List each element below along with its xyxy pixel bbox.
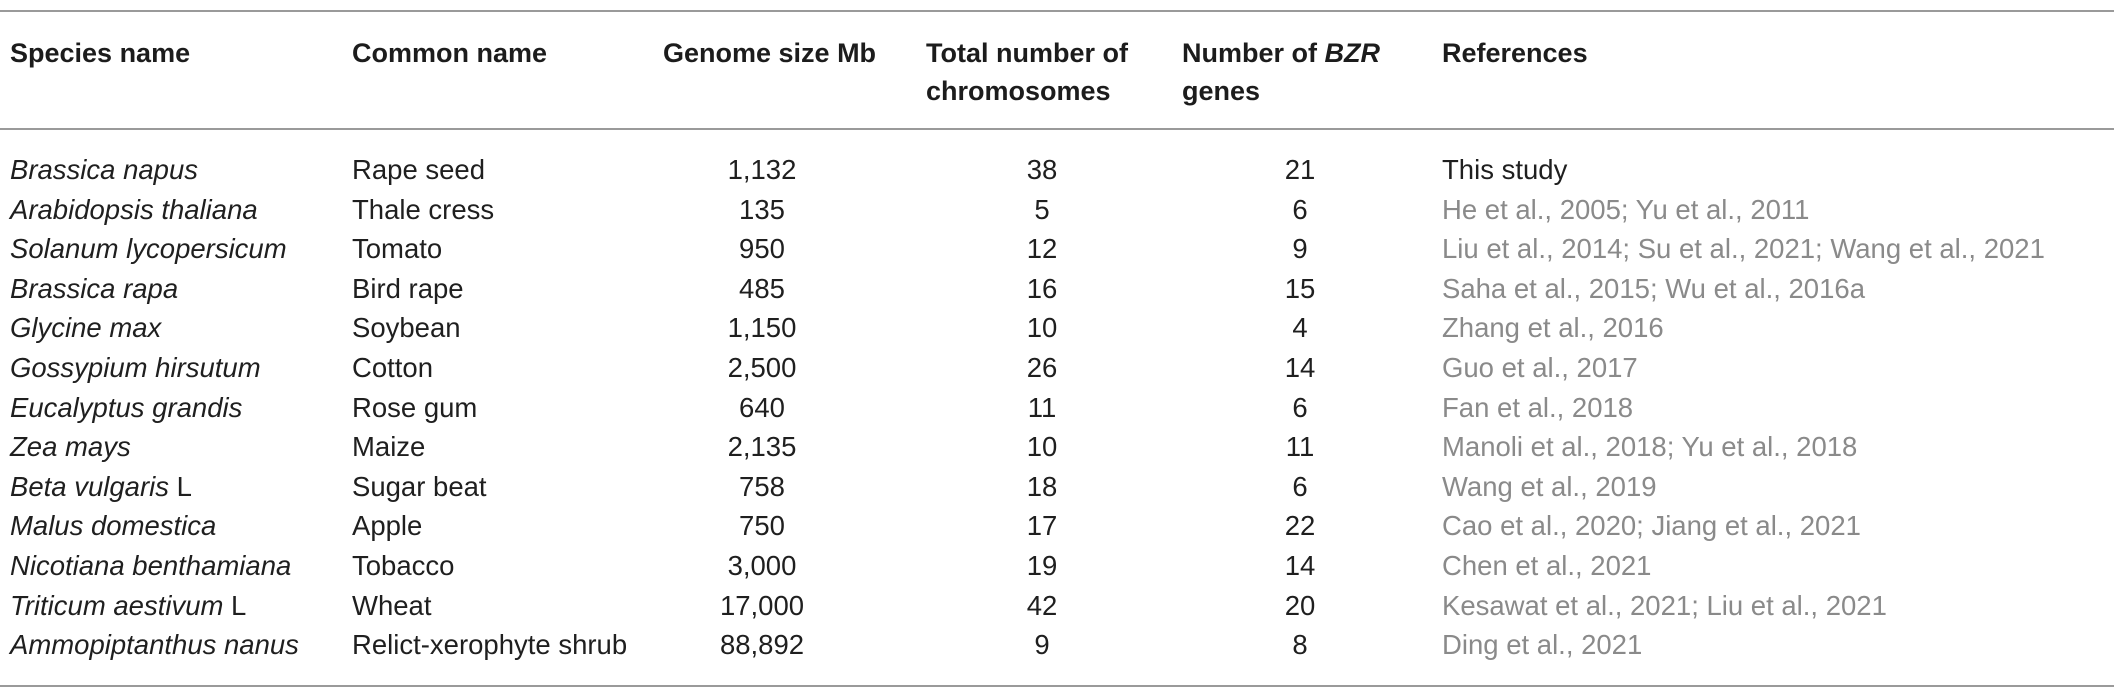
cell-genome-size: 950 <box>739 233 785 265</box>
cell-species-name <box>10 586 246 626</box>
cell-species-name <box>10 467 192 507</box>
cell-common-name: Apple <box>352 510 423 542</box>
cell-common-name: Soybean <box>352 312 461 344</box>
cell-chromosomes: 17 <box>1026 510 1058 542</box>
cell-references: This study <box>1442 154 1568 185</box>
cell-genome-size: 1,150 <box>727 312 797 344</box>
cell-species-name <box>10 308 161 348</box>
species-binomial: Nicotiana benthamiana <box>10 550 292 581</box>
cell-references[interactable]: Cao et al., 2020; Jiang et al., 2021 <box>1442 510 1861 542</box>
cell-species-name <box>10 625 299 665</box>
header-species-name: Species name <box>10 38 191 68</box>
cell-chromosomes: 18 <box>1026 470 1058 502</box>
cell-species-name <box>10 546 291 586</box>
cell-species-name <box>10 427 131 467</box>
cell-genome-size: 3,000 <box>727 550 797 581</box>
cell-genome-size: 758 <box>739 470 785 502</box>
cell-species-name <box>10 348 261 388</box>
cell-references[interactable]: Ding et al., 2021 <box>1442 629 1643 661</box>
cell-bzr-genes: 6 <box>1292 391 1308 423</box>
cell-genome-size: 2,135 <box>727 431 797 463</box>
table-row <box>0 586 2114 626</box>
cell-bzr-genes: 6 <box>1292 193 1308 225</box>
table-row <box>0 269 2114 309</box>
table-row <box>0 190 2114 230</box>
cell-common-name: Maize <box>352 431 426 463</box>
species-binomial: Eucalyptus grandis <box>10 391 243 423</box>
cell-bzr-genes: 22 <box>1284 510 1316 542</box>
species-binomial: Triticum aestivum <box>10 589 224 621</box>
header-common-name: Common name <box>352 38 548 68</box>
cell-chromosomes: 42 <box>1026 589 1058 621</box>
table-row <box>0 427 2114 467</box>
cell-references[interactable]: Manoli et al., 2018; Yu et al., 2018 <box>1442 431 1858 463</box>
cell-references[interactable]: Guo et al., 2017 <box>1442 352 1638 383</box>
cell-species-name <box>10 506 216 546</box>
header-bzr-italic: BZR <box>1324 38 1381 68</box>
table-row <box>0 229 2114 269</box>
cell-chromosomes: 12 <box>1026 233 1058 265</box>
table-row <box>0 625 2114 665</box>
cell-genome-size: 2,500 <box>727 352 797 383</box>
cell-references[interactable]: Kesawat et al., 2021; Liu et al., 2021 <box>1442 589 1887 621</box>
table-row <box>0 348 2114 388</box>
cell-references[interactable]: Zhang et al., 2016 <box>1442 312 1664 344</box>
cell-chromosomes: 16 <box>1026 272 1058 304</box>
cell-species-name <box>10 388 242 428</box>
cell-bzr-genes: 15 <box>1284 272 1316 304</box>
cell-references[interactable]: Liu et al., 2014; Su et al., 2021; Wang et al., 2021 <box>1442 233 2045 265</box>
species-binomial: Solanum lycopersicum <box>10 233 287 265</box>
species-authority: L <box>168 470 192 502</box>
cell-bzr-genes: 21 <box>1284 154 1316 185</box>
cell-common-name: Sugar beat <box>352 470 487 502</box>
cell-species-name <box>10 190 258 230</box>
table-row <box>0 388 2114 428</box>
cell-common-name: Rose gum <box>352 391 478 423</box>
cell-bzr-genes: 14 <box>1284 352 1316 383</box>
cell-genome-size: 88,892 <box>719 629 805 661</box>
cell-bzr-genes: 11 <box>1285 431 1315 463</box>
cell-common-name: Tobacco <box>352 550 455 581</box>
cell-common-name: Relict-xerophyte shrub <box>352 629 628 661</box>
cell-chromosomes: 19 <box>1026 550 1058 581</box>
cell-species-name <box>10 229 287 269</box>
cell-chromosomes: 11 <box>1027 391 1057 423</box>
cell-references[interactable]: Fan et al., 2018 <box>1442 391 1634 423</box>
cell-references[interactable]: Chen et al., 2021 <box>1442 550 1652 581</box>
cell-chromosomes: 10 <box>1026 312 1058 344</box>
cell-common-name: Rape seed <box>352 154 486 185</box>
header-number-bzr-genes <box>1182 34 1380 110</box>
header-genome-size: Genome size Mb <box>663 38 877 68</box>
cell-references[interactable]: Saha et al., 2015; Wu et al., 2016a <box>1442 272 1865 304</box>
cell-genome-size: 135 <box>739 193 785 225</box>
cell-species-name <box>10 150 198 190</box>
cell-genome-size: 485 <box>739 272 785 304</box>
cell-chromosomes: 26 <box>1026 352 1058 383</box>
cell-references[interactable]: He et al., 2005; Yu et al., 2011 <box>1442 193 1810 225</box>
header-total-chromosomes <box>926 34 1128 110</box>
header-bzr-line2: genes <box>1182 76 1261 106</box>
header-total-chromosomes-line2: chromosomes <box>926 76 1111 106</box>
cell-common-name: Wheat <box>352 589 432 621</box>
cell-references[interactable]: Wang et al., 2019 <box>1442 470 1657 502</box>
cell-bzr-genes: 14 <box>1284 550 1316 581</box>
cell-chromosomes: 9 <box>1034 629 1050 661</box>
cell-common-name: Bird rape <box>352 272 464 304</box>
cell-bzr-genes: 8 <box>1292 629 1308 661</box>
cell-genome-size: 750 <box>739 510 785 542</box>
table-row <box>0 150 2114 190</box>
table-bottom-rule <box>0 685 2114 687</box>
cell-chromosomes: 5 <box>1034 193 1050 225</box>
cell-common-name: Thale cress <box>352 193 495 225</box>
cell-common-name: Tomato <box>352 233 443 265</box>
cell-genome-size: 640 <box>739 391 785 423</box>
species-binomial: Gossypium hirsutum <box>10 352 261 383</box>
table-row <box>0 308 2114 348</box>
species-binomial: Ammopiptanthus nanus <box>10 629 299 661</box>
table-row <box>0 467 2114 507</box>
cell-chromosomes: 38 <box>1026 154 1058 185</box>
table-top-rule <box>0 10 2114 12</box>
cell-genome-size: 1,132 <box>727 154 797 185</box>
table-row <box>0 506 2114 546</box>
cell-genome-size: 17,000 <box>719 589 805 621</box>
cell-bzr-genes: 4 <box>1292 312 1308 344</box>
header-total-chromosomes-line1: Total number of <box>926 38 1128 68</box>
species-binomial: Brassica rapa <box>10 272 179 304</box>
species-authority: L <box>223 589 247 621</box>
header-bzr-prefix: Number of <box>1182 38 1325 68</box>
species-binomial: Brassica napus <box>10 154 199 185</box>
cell-common-name: Cotton <box>352 352 434 383</box>
cell-bzr-genes: 20 <box>1284 589 1316 621</box>
species-binomial: Malus domestica <box>10 510 217 542</box>
cell-bzr-genes: 9 <box>1292 233 1308 265</box>
species-binomial: Glycine max <box>10 312 162 344</box>
table-header-rule <box>0 128 2114 130</box>
species-binomial: Beta vulgaris <box>10 470 169 502</box>
cell-chromosomes: 10 <box>1026 431 1058 463</box>
species-binomial: Zea mays <box>10 431 131 463</box>
cell-bzr-genes: 6 <box>1292 470 1308 502</box>
cell-species-name <box>10 269 178 309</box>
table-row <box>0 546 2114 586</box>
header-references: References <box>1442 38 1588 68</box>
species-binomial: Arabidopsis thaliana <box>10 193 258 225</box>
